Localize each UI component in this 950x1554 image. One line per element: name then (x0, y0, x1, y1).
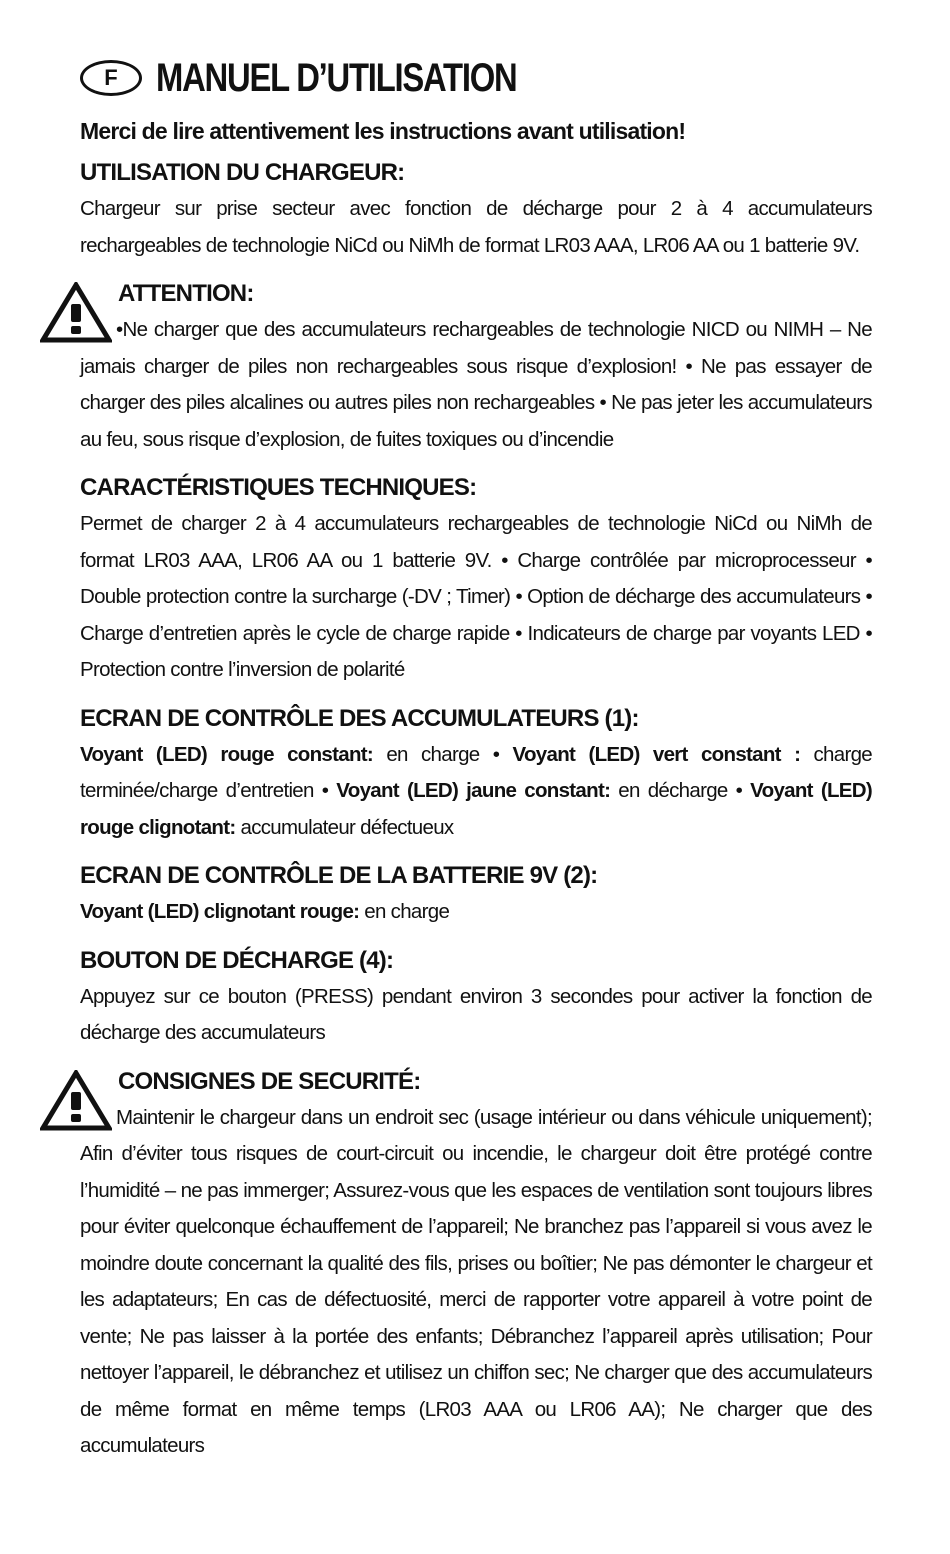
intro-text: Merci de lire attentivement les instructions avant utilisation! (80, 118, 686, 144)
section-heading: ATTENTION: (118, 280, 254, 307)
section-attention (80, 280, 872, 458)
section-text (80, 737, 872, 847)
section-discharge-button (80, 947, 872, 1052)
led-blink-label: Voyant (LED) rouge clignotant: (80, 779, 872, 839)
section-specs (80, 474, 872, 689)
led-green-desc: charge terminée/charge d’entretien • (80, 742, 872, 802)
section-screen-9v (80, 862, 872, 931)
section-safety (80, 1068, 872, 1465)
led-red-label: Voyant (LED) rouge constant: (80, 742, 374, 766)
section-text: •Ne charger que des accumulateurs rechargeables de technologie NICD ou NIMH – Ne jamais charger de piles non rechargeables sous risque d’explosion! • Ne pas essayer de charger des piles alcalines ou autres piles non rechargeables • Ne pas jeter les accumulateurs au feu, sous risque d’explosion, de fuites toxiques ou d’incendie (80, 318, 872, 451)
led-green-label: Voyant (LED) vert constant : (512, 742, 801, 766)
section-text: Chargeur sur prise secteur avec fonction de décharge pour 2 à 4 accumulateurs rechargeables de technologie NiCd ou NiMh de format LR03 AAA, LR06 AA ou 1 batterie 9V. (80, 197, 872, 257)
led-9v-desc: en charge (359, 900, 450, 923)
led-red-desc: en charge • (373, 742, 513, 766)
section-text: Maintenir le chargeur dans un endroit sec (usage intérieur ou dans véhicule uniquement); Afin d’éviter tous risques de court-circuit ou incendie, le chargeur doit être protégé contre l’humidité – ne pas immerger; Assurez-vous que les espaces de ventilation sont toujours libres pour éviter quelconque échauffement de l’appareil; Ne branchez pas l’appareil si vous avez le moindre doute concernant la qualité des fils, prises ou boîtier; Ne pas démonter le chargeur et les adaptateurs; En cas de défectuosité, merci de rapporter votre appareil à votre point de vente; Ne pas laisser à la portée des enfants; Débranchez l’appareil après utilisation; Pour nettoyer l’appareil, le débranchez et utilisez un chiffon sec; Ne charger que des accumulateurs de même format en même temps (LR03 AAA ou LR06 AA); Ne charger que des accumulateurs (80, 1105, 872, 1457)
section-heading: CARACTÉRISTIQUES TECHNIQUES: (80, 474, 477, 501)
section-text: Appuyez sur ce bouton (PRESS) pendant environ 3 secondes pour activer la fonction de décharge des accumulateurs (80, 984, 872, 1044)
section-heading: BOUTON DE DÉCHARGE (4): (80, 946, 394, 974)
led-9v-label: Voyant (LED) clignotant rouge: (80, 900, 360, 923)
warning-triangle-icon (40, 1070, 112, 1132)
section-text: Permet de charger 2 à 4 accumulateurs rechargeables de technologie NiCd ou NiMh de format LR03 AAA, LR06 AA ou 1 batterie 9V. • Charge contrôlée par microprocesseur • Double protection contre la surcharge (-DV ; Timer) • Option de décharge des accumulateurs • Charge d’entretien après le cycle de charge rapide • Indicateurs de charge par voyants LED • Protection contre l’inversion de polarité (80, 512, 872, 681)
manual-page (80, 50, 872, 1481)
led-blink-desc: accumulateur défectueux (235, 815, 454, 839)
warning-triangle-icon (40, 282, 112, 344)
section-heading: ECRAN DE CONTRÔLE DES ACCUMULATEURS (1): (80, 704, 639, 732)
section-text (80, 894, 872, 931)
section-usage (80, 159, 872, 264)
language-badge: F (80, 60, 142, 96)
title-row (80, 50, 872, 106)
led-yellow-label: Voyant (LED) jaune constant: (336, 779, 611, 802)
led-yellow-desc: en décharge • (610, 779, 751, 802)
section-heading: CONSIGNES DE SECURITÉ: (118, 1067, 421, 1095)
section-heading: UTILISATION DU CHARGEUR: (80, 159, 405, 186)
section-screen-accumulators (80, 705, 872, 847)
section-heading: ECRAN DE CONTRÔLE DE LA BATTERIE 9V (2): (80, 862, 598, 889)
page-title: MANUEL D’UTILISATION (156, 55, 517, 100)
